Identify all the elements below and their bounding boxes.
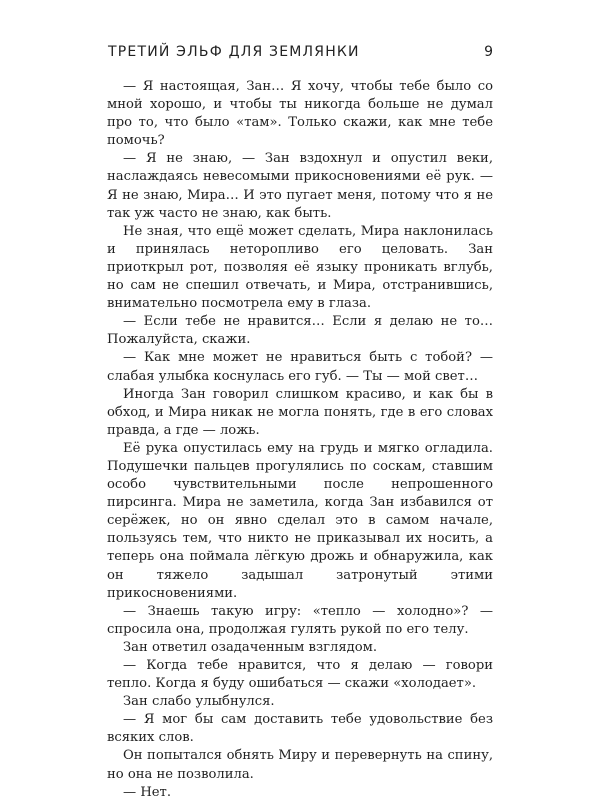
page-number: 9	[484, 44, 493, 60]
paragraph: Её рука опустилась ему на грудь и мягко огладила. Подушечки пальцев прогулялись по соскам, ставшим особо чувствительными после непрошенного пирсинга. Мира не заметила, когда Зан избавился от серёжек, но он явно сделал это в самом начале, пользуясь тем, что никто не приказывал их носить, а теперь она поймала лёгкую дрожь и обнаружила, как он тяжело задышал затронутый этими прикосновениями.	[107, 440, 493, 601]
paragraph: Он попытался обнять Миру и перевернуть на спину, но она не позволила.	[107, 748, 493, 782]
paragraph: Зан ответил озадаченным взглядом.	[123, 639, 378, 655]
paragraph: — Я мог бы сам доставить тебе удовольствие без всяких слов.	[107, 712, 493, 746]
paragraph: Не зная, что ещё может сделать, Мира наклонилась и принялась неторопливо его целовать. Зан приоткрыл рот, позволяя её языку проникать вглубь, но сам не спешил отвечать, и Мира, отстранившись, внимательно посмотрела ему в глаза.	[107, 223, 493, 312]
paragraph: — Если тебе не нравится… Если я делаю не то… Пожалуйста, скажи.	[107, 314, 493, 348]
paragraph: Зан слабо улыбнулся.	[123, 694, 275, 710]
paragraph: — Я настоящая, Зан… Я хочу, чтобы тебе было со мной хорошо, и чтобы ты никогда больше не думал про то, что было «там». Только скажи, как мне тебе помочь?	[107, 79, 493, 149]
paragraph: — Когда тебе нравится, что я делаю — говори тепло. Когда я буду ошибаться — скажи «холодает».	[107, 658, 493, 692]
paragraph: — Знаешь такую игру: «тепло — холодно»? — спросила она, продолжая гулять рукой по его телу.	[107, 603, 493, 637]
paragraph: — Как мне может не нравиться быть с тобой? — слабая улыбка коснулась его губ. — Ты — мой свет…	[107, 350, 493, 384]
paragraph: — Нет.	[123, 784, 172, 800]
paragraph: Иногда Зан говорил слишком красиво, и как бы в обход, и Мира никак не могла понять, где в его словах правда, а где — ложь.	[107, 386, 493, 438]
page-body	[107, 78, 493, 802]
paragraph: — Я не знаю, — Зан вздохнул и опустил веки, наслаждаясь невесомыми прикосновениями её рук. — Я не знаю, Мира… И это пугает меня, потому что я не так уж часто не знаю, как быть.	[107, 151, 493, 221]
running-head-title: ТРЕТИЙ ЭЛЬФ ДЛЯ ЗЕМЛЯНКИ	[108, 44, 360, 60]
